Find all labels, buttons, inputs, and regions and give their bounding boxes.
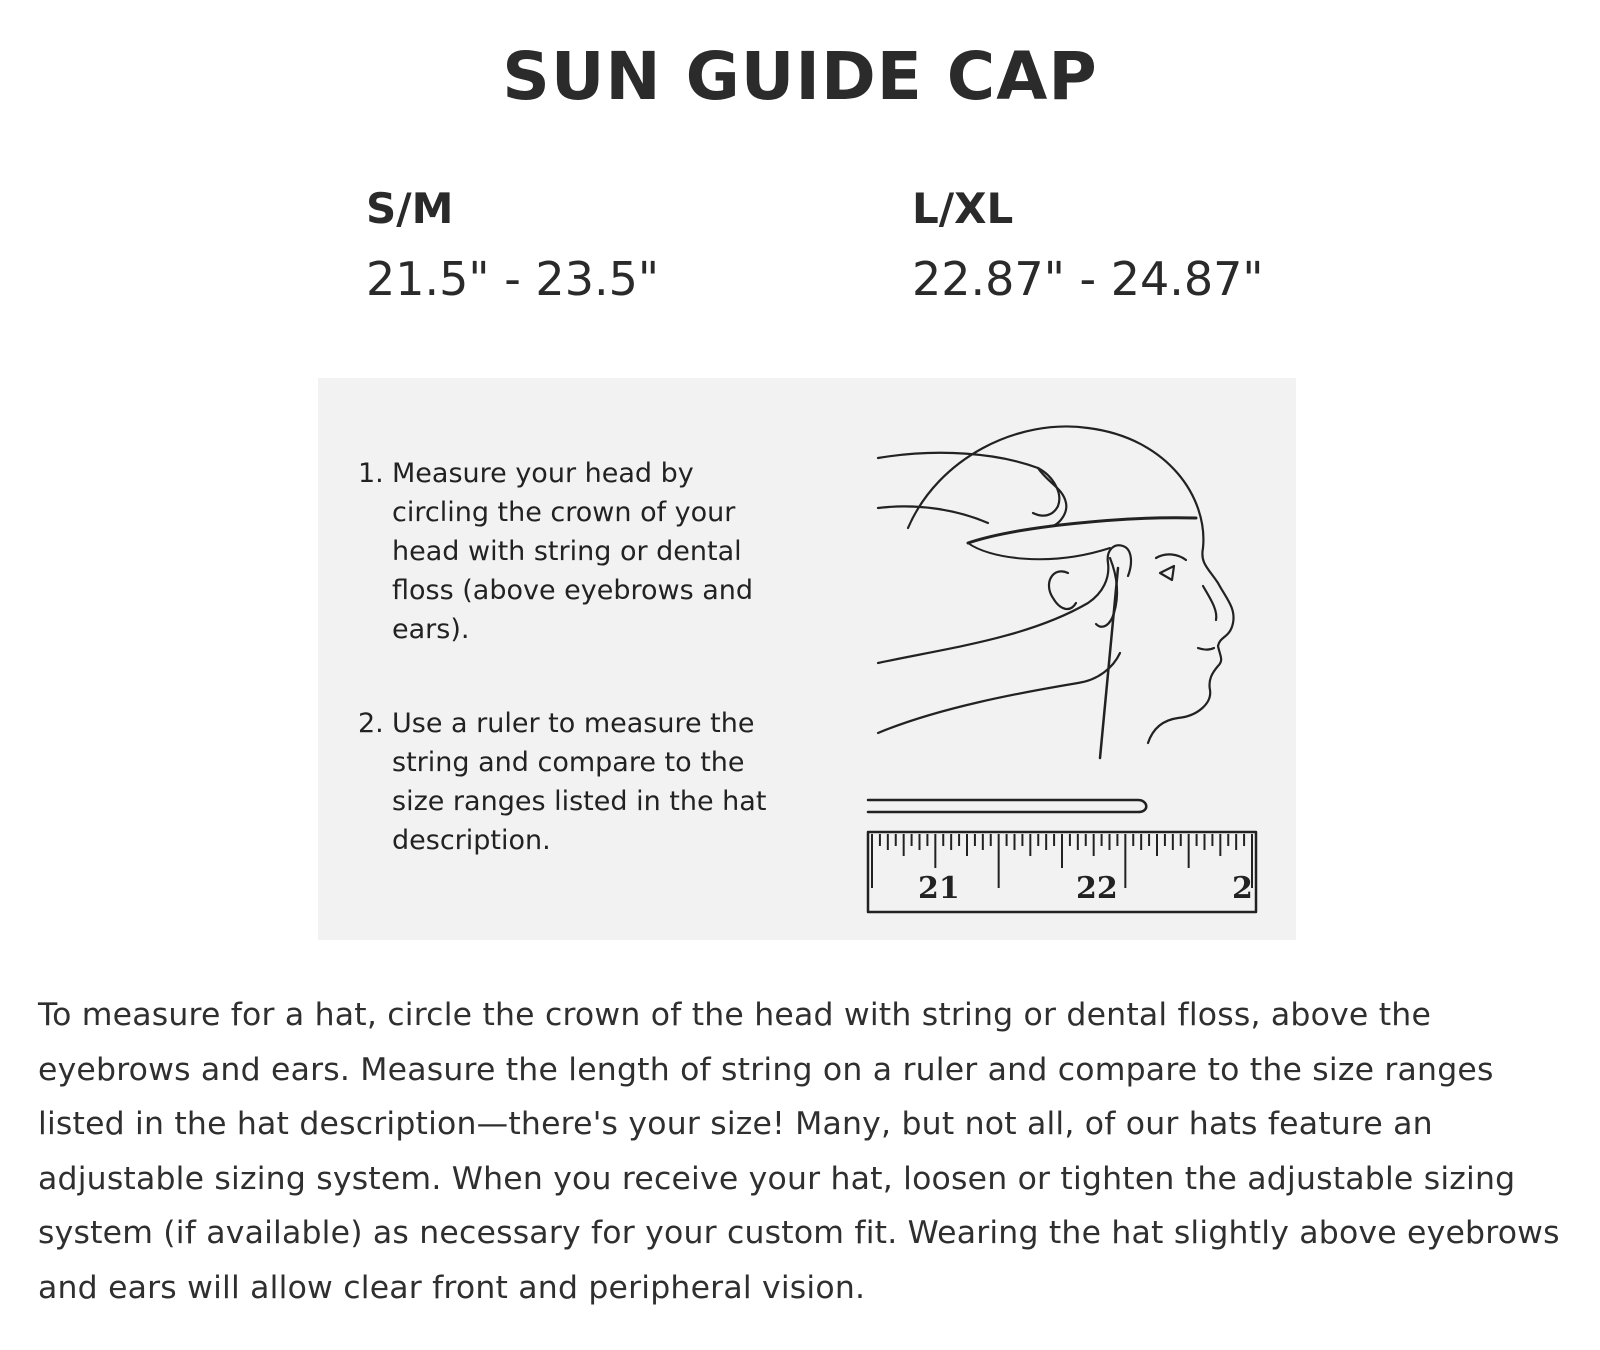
hanging-string <box>1100 568 1118 758</box>
size-sm <box>366 184 660 306</box>
step-text: Use a ruler to measure the string and compare to the size ranges listed in the hat description. <box>392 708 767 856</box>
size-lxl <box>912 184 1264 306</box>
hand-side <box>878 545 1131 663</box>
size-range: 21.5" - 23.5" <box>366 252 660 306</box>
eyebrow <box>1156 554 1186 560</box>
ruler-label-end: 2 <box>1232 871 1253 906</box>
hand-top-lower <box>878 506 988 523</box>
ear <box>1049 571 1076 609</box>
size-label: L/XL <box>912 184 1014 233</box>
page-title: SUN GUIDE CAP <box>502 38 1098 115</box>
hand-side-lower <box>878 653 1120 733</box>
step-number: 2. <box>358 708 384 739</box>
step-1 <box>358 454 798 649</box>
nose <box>1203 586 1216 620</box>
ruler-label-22: 22 <box>1076 871 1118 906</box>
size-label: S/M <box>366 184 454 233</box>
head-measuring-illustration <box>848 398 1268 928</box>
measuring-string-back <box>968 543 1110 559</box>
measuring-guide-panel <box>318 378 1296 940</box>
step-2 <box>358 704 798 860</box>
straight-string <box>868 800 1146 812</box>
step-number: 1. <box>358 458 384 489</box>
ruler-label-21: 21 <box>918 871 960 906</box>
measuring-description: To measure for a hat, circle the crown of the head with string or dental floss, above the eyebrows and ears. Measure the length of string on a ruler and compare to the size ranges listed in the hat description—there's your size! Many, but not all, of our hats feature an adjustable sizing system. When you receive your hat, loosen or tighten the adjustable sizing system (if available) as necessary for your custom fit. Wearing the hat slightly above eyebrows and ears will allow clear front and peripheral vision. <box>38 997 1560 1306</box>
hand-top-fingers <box>1038 468 1066 526</box>
size-range: 22.87" - 24.87" <box>912 252 1264 306</box>
measuring-string <box>968 518 1196 543</box>
mouth <box>1198 648 1214 650</box>
head-outline <box>908 426 1234 743</box>
eye <box>1160 566 1174 580</box>
step-text: Measure your head by circling the crown of your head with string or dental floss (above eyebrows and ears). <box>392 458 754 645</box>
